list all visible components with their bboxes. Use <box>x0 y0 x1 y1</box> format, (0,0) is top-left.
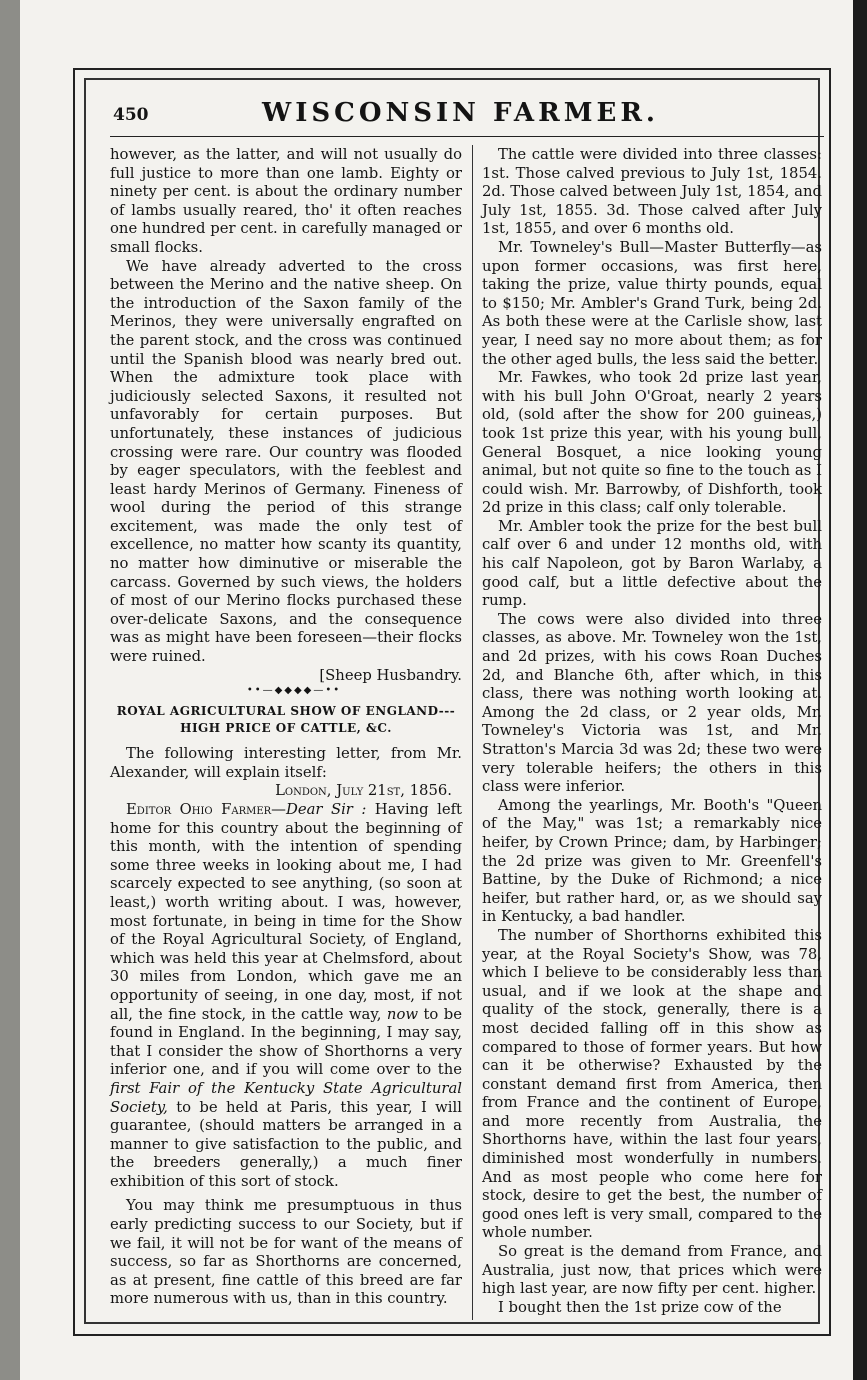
paragraph: Mr. Ambler took the prize for the best bull calf over 6 and under 12 months old, with his calf Napoleon, got by Baron Warlaby, a good calf, but a little defective about the rump. <box>482 517 822 610</box>
salutation-lead: Editor Ohio Farmer— <box>126 801 286 818</box>
left-column <box>110 146 462 1309</box>
running-head-title: WISCONSIN FARMER. <box>262 98 659 128</box>
emphasis-fair: first Fair of the Kentucky State Agricultural Society, <box>110 1079 462 1116</box>
paragraph: I bought then the 1st prize cow of the <box>498 1298 782 1316</box>
column-rule <box>472 145 473 1320</box>
article-heading: ROYAL AGRICULTURAL SHOW OF ENGLAND---HIGH PRICE OF CATTLE, &C. <box>116 704 456 736</box>
salutation-italic: Dear Sir : <box>285 801 367 818</box>
header-rule <box>110 136 824 137</box>
scan-edge-left <box>0 0 20 1380</box>
dateline <box>110 782 462 801</box>
paragraph: The cows were also divided into three classes, as above. Mr. Towneley won the 1st, and 2d prizes, with his cows Roan Duches 2d, and Blanche 6th, after which, in this class, there was nothing worth looking at. Among the 2d class, or 2 year olds, Mr. Towneley's Victoria was 1st, and Mr. Stratton's Marcia 3d was 2d; these two were very tolerable heifers; the others in this class were inferior. <box>482 610 822 796</box>
letter-text: to be held at Paris, this year, I will guarantee, (should matters be arranged in a manner to give satisfaction to the public, and the breeders generally,) a much finer exhibition of this sort of stock. <box>110 1098 462 1190</box>
letter-text: Having left home for this country about the beginning of this month, with the intention of spending some three weeks in looking about me, I had scarcely expected to see anything, (so soon at least,) worth writing about. I was, however, most fortunate, in being in time for the Show of the Royal Agricultural Society, of England, which was held this year at Chelmsford, about 30 miles from London, which gave me an opportunity of seeing, in one day, most, if not all, the fine stock, in the cattle way, <box>110 801 462 1023</box>
paragraph: Among the yearlings, Mr. Booth's "Queen of the May," was 1st; a remarkably nice heifer, by Crown Prince; dam, by Harbinger; the 2d prize was given to Mr. Greenfell's Battine, by the Duke of Richmond; a nice heifer, but rather hard, or, as we should say in Kentucky, a bad handler. <box>482 796 822 926</box>
paragraph: Mr. Towneley's Bull—Master Butterfly—as upon former occasions, was first here, taking the prize, value thirty pounds, equal to $150; Mr. Ambler's Grand Turk, being 2d. As both these were at the Carlisle show, last year, I need say no more about them; as for the other aged bulls, the less said the better. <box>482 238 822 368</box>
right-column <box>482 146 822 1317</box>
paragraph: You may think me presumptuous in thus early predicting success to our Society, but if we fail, it will not be for want of the means of success, so far as Shorthorns are concerned, as at present, fine cattle of this breed are far more numerous with us, than in this country. <box>110 1197 462 1308</box>
paragraph: The following interesting letter, from Mr. Alexander, will explain itself: <box>110 745 462 781</box>
paragraph: We have already adverted to the cross between the Merino and the native sheep. On the introduction of the Saxon family of the Merinos, they were universally engrafted on the parent stock, and the cross was continued until the Spanish blood was nearly bred out. When the admixture took place with judiciously selected Saxons, it resulted not unfavorably for certain purposes. But unfortunately, these instances of judicious crossing were rare. Our country was flooded by eager speculators, with the feeblest and least hardy Merinos of Germany. Fineness of wool during the period of this strange excitement, was made the only test of excellence, no matter how scanty its quantity, no matter how diminutive or miserable the carcass. Governed by such views, the holders of most of our Merino flocks purchased these over-delicate Saxons, and the consequence was as might have been foreseen—their flocks were ruined. <box>110 257 462 666</box>
paragraph: So great is the demand from France, and Australia, just now, that prices which were high last year, are now fifty per cent. higher. <box>482 1243 822 1298</box>
paragraph: The cattle were divided into three classes: 1st. Those calved previous to July 1st, 1854. 2d. Those calved between July 1st, 1854, and July 1st, 1855. 3d. Those calved after July 1st, 1855, and over 6 months old. <box>482 146 822 238</box>
letter-paragraph <box>110 801 462 1191</box>
paragraph: however, as the latter, and will not usually do full justice to more than one lamb. Eighty or ninety per cent. is about the ordinary number of lambs usually reared, tho' it often reaches one hundred per cent. in carefully managed or small flocks. <box>110 146 462 256</box>
paragraph: Mr. Fawkes, who took 2d prize last year, with his bull John O'Groat, nearly 2 years old, (sold after the show for 200 guineas,) took 1st prize this year, with his young bull, General Bosquet, a nice looking young animal, but not quite so fine to the touch as I could wish. Mr. Barrowby, of Dishforth, took 2d prize in this class; calf only tolerable. <box>482 369 822 517</box>
paragraph: The number of Shorthorns exhibited this year, at the Royal Society's Show, was 78, which I believe to be considerably less than usual, and if we look at the shape and quality of the stock, generally, there is a most decided falling off in this show as compared to those of former years. But how can it be otherwise? Exhausted by the constant demand first from America, then from France and the continent of Europe, and more recently from Australia, the Shorthorns have, within the last four years, diminished most wonderfully in numbers. And as most people who come here for stock, desire to get the best, the number of good ones left is very small, compared to the whole number. <box>482 926 822 1242</box>
emphasis-now: now <box>386 1005 419 1023</box>
dateline-text: London, July 21st, 1856. <box>275 782 452 800</box>
letter-text: to be found in England. In the beginning, I may say, that I consider the show of Shorthorns a very inferior one, and if you will come over to the <box>110 1005 463 1079</box>
page-number: 450 <box>113 105 149 125</box>
scan-edge-right <box>853 0 867 1380</box>
section-ornament: ••—◆◆◆◆—•• <box>246 685 342 697</box>
source-attribution: [Sheep Husbandry. <box>319 666 462 684</box>
